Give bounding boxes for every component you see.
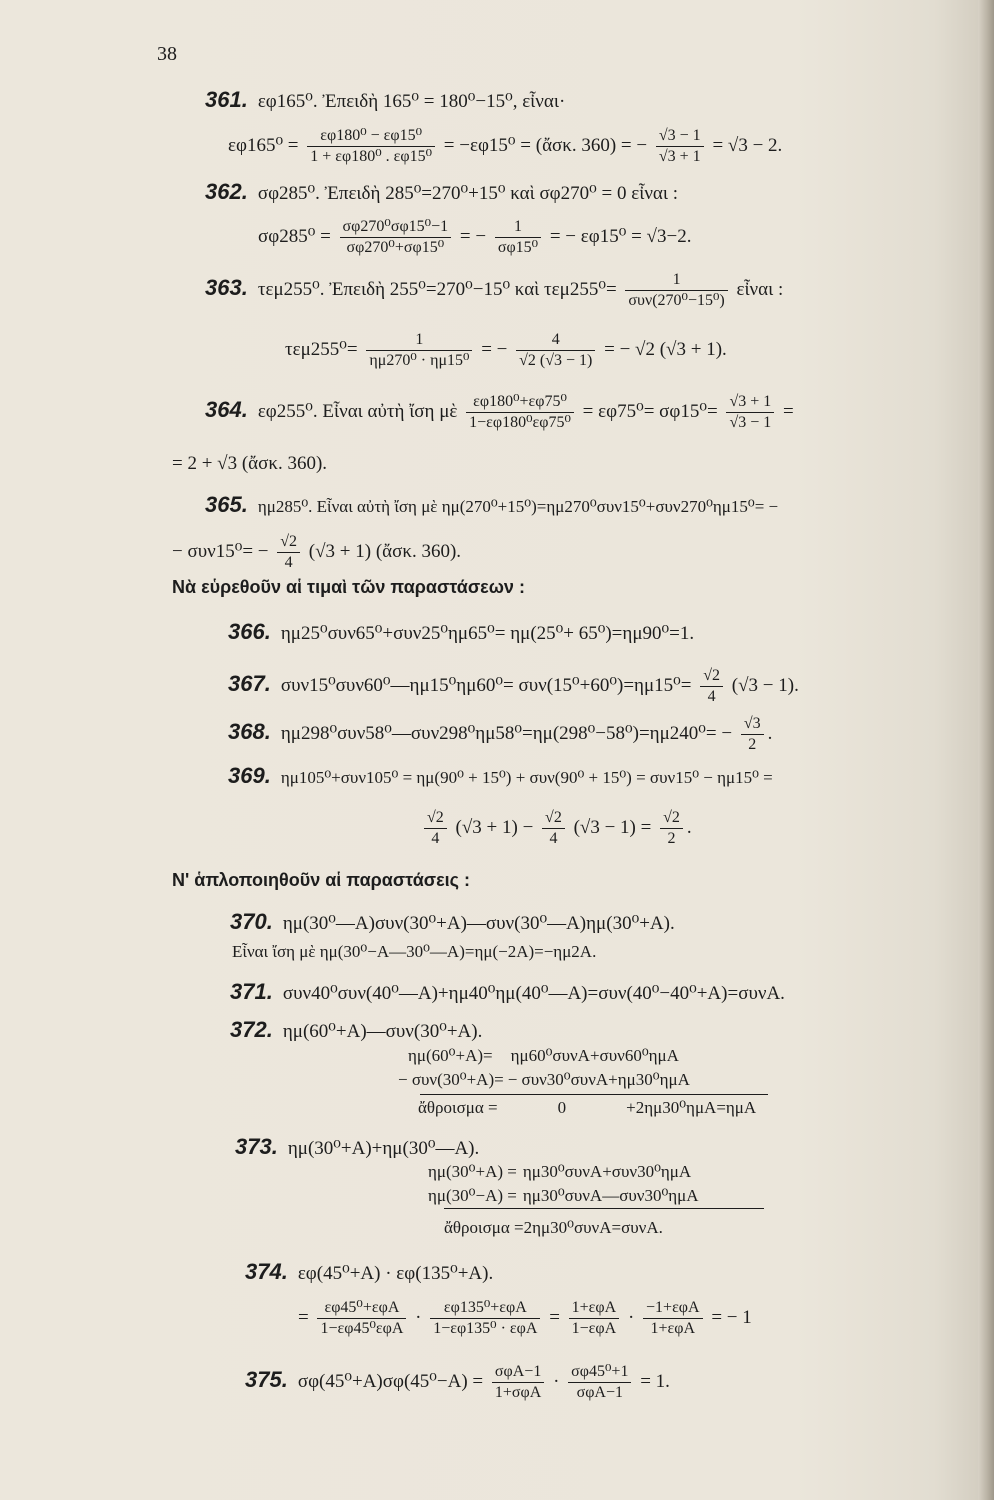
result: (√3 − 1). bbox=[731, 674, 799, 696]
result: = 1. bbox=[640, 1370, 670, 1392]
denominator: 1−εφ45⁰εφΑ bbox=[320, 1320, 404, 1337]
numerator: √2 bbox=[542, 808, 565, 829]
denominator: 4 bbox=[707, 688, 716, 705]
page-number: 38 bbox=[157, 43, 177, 65]
denominator: σφ270⁰+σφ15⁰ bbox=[346, 239, 445, 256]
row-value: − συν30⁰συνΑ+ημ30⁰ημΑ bbox=[507, 1070, 690, 1089]
numerator: εφ180⁰+εφ75⁰ bbox=[466, 392, 574, 413]
sum-result: 2ημ30⁰συνΑ=συνΑ. bbox=[523, 1218, 663, 1237]
exercise-362-derivation bbox=[258, 217, 691, 258]
denominator: 2 bbox=[748, 736, 757, 753]
section-heading-values: Νὰ εὑρεθοῦν αἱ τιμαὶ τῶν παραστάσεων : bbox=[172, 577, 525, 597]
exercise-370 bbox=[230, 910, 675, 936]
denominator: σφΑ−1 bbox=[576, 1384, 623, 1401]
denominator: 4 bbox=[284, 554, 293, 571]
exercise-number: 371. bbox=[230, 979, 273, 1004]
denominator: 1 + εφ180⁰ . εφ15⁰ bbox=[310, 148, 433, 165]
exercise-368 bbox=[228, 714, 772, 755]
result: (√3 + 1) (ἄσκ. 360). bbox=[308, 540, 462, 562]
exercise-number: 369. bbox=[228, 763, 271, 788]
exercise-number: 372. bbox=[230, 1017, 273, 1042]
denominator: σφ15⁰ bbox=[497, 239, 539, 256]
fraction bbox=[726, 392, 774, 433]
fraction bbox=[424, 808, 447, 849]
numerator: εφ135⁰+εφΑ bbox=[430, 1298, 540, 1319]
lhs: σφ285⁰ = bbox=[258, 225, 331, 247]
row-value: ημ30⁰συνΑ—συν30⁰ημΑ bbox=[522, 1186, 699, 1205]
fraction bbox=[492, 1362, 544, 1403]
numerator: √3 bbox=[741, 714, 764, 735]
fraction bbox=[430, 1298, 540, 1339]
lhs: τεμ255⁰= bbox=[285, 338, 358, 360]
result: = − 1 bbox=[711, 1306, 752, 1328]
exercise-statement: ημ105⁰+συν105⁰ = ημ(90⁰ + 15⁰) + συν(90⁰ + 15⁰) = συν15⁰ − ημ15⁰ = bbox=[280, 768, 773, 787]
lhs: = bbox=[298, 1306, 309, 1328]
fraction bbox=[277, 532, 300, 573]
exercise-statement: ημ(60⁰+Α)—συν(30⁰+Α). bbox=[282, 1021, 483, 1042]
exercise-373 bbox=[235, 1135, 479, 1161]
result: . bbox=[767, 722, 773, 744]
denominator: √3 + 1 bbox=[658, 148, 701, 165]
numerator: 4 bbox=[516, 330, 595, 351]
exercise-364-result: = 2 + √3 (ἄσκ. 360). bbox=[172, 453, 328, 474]
statement-end: = bbox=[783, 400, 794, 422]
denominator: 1−εφ135⁰ · εφΑ bbox=[433, 1320, 538, 1337]
exercise-361-derivation bbox=[228, 126, 782, 167]
denominator: 1+σφΑ bbox=[494, 1384, 542, 1401]
exercise-361 bbox=[205, 88, 565, 114]
denominator: 4 bbox=[431, 830, 440, 847]
exercise-369-derivation bbox=[420, 808, 692, 849]
exercise-statement: συν40⁰συν(40⁰—Α)+ημ40⁰ημ(40⁰—Α)=συν(40⁰−40⁰+Α)=συνΑ. bbox=[282, 983, 785, 1004]
fraction bbox=[741, 714, 764, 755]
result: = √3 − 2. bbox=[712, 134, 783, 156]
page-edge bbox=[978, 0, 994, 1500]
fraction bbox=[340, 217, 452, 258]
sum-label: ἄθροισμα = bbox=[418, 1098, 498, 1117]
exercise-number: 373. bbox=[235, 1134, 278, 1159]
fraction bbox=[495, 217, 541, 258]
exercise-statement: τεμ255⁰. Ἐπειδὴ 255⁰=270⁰−15⁰ καὶ τεμ255⁰= bbox=[257, 278, 617, 300]
numerator: εφ45⁰+εφΑ bbox=[317, 1298, 406, 1319]
exercise-374 bbox=[245, 1260, 493, 1286]
exercise-371 bbox=[230, 980, 785, 1006]
exercise-number: 374. bbox=[245, 1259, 288, 1284]
fraction bbox=[307, 126, 435, 167]
exercise-363 bbox=[205, 270, 783, 311]
numerator: 1 bbox=[625, 270, 727, 291]
exercise-365-derivation bbox=[172, 532, 461, 573]
exercise-375 bbox=[245, 1362, 670, 1403]
sum-label: ἄθροισμα = bbox=[444, 1218, 524, 1237]
operator: · bbox=[627, 1306, 635, 1328]
numerator: σφΑ−1 bbox=[492, 1362, 544, 1383]
denominator: 2 bbox=[667, 830, 676, 847]
numerator: −1+εφΑ bbox=[643, 1298, 703, 1319]
result: = − εφ15⁰ = √3−2. bbox=[549, 225, 692, 247]
row-value: ημ60⁰συνΑ+συν60⁰ημΑ bbox=[510, 1046, 679, 1065]
exercise-number: 362. bbox=[205, 179, 248, 204]
numerator: σφ270⁰σφ15⁰−1 bbox=[340, 217, 452, 238]
sum-value: 0 bbox=[557, 1098, 567, 1117]
row-label: − συν(30⁰+Α)= bbox=[398, 1070, 504, 1089]
row-label: ημ(30⁰+Α) = bbox=[428, 1162, 517, 1181]
exercise-statement: ημ25⁰συν65⁰+συν25⁰ημ65⁰= ημ(25⁰+ 65⁰)=ημ90⁰=1. bbox=[280, 623, 695, 644]
fraction bbox=[660, 808, 683, 849]
exercise-statement: ημ(30⁰—Α)συν(30⁰+Α)—συν(30⁰—Α)ημ(30⁰+Α). bbox=[282, 913, 675, 934]
row-value: ημ30⁰συνΑ+συν30⁰ημΑ bbox=[522, 1162, 692, 1181]
lhs: − συν15⁰= − bbox=[172, 540, 269, 562]
exercise-number: 363. bbox=[205, 274, 248, 300]
fraction bbox=[625, 270, 727, 311]
fraction bbox=[656, 126, 704, 167]
fraction bbox=[700, 666, 723, 707]
exercise-369 bbox=[228, 764, 773, 790]
fraction bbox=[317, 1298, 406, 1339]
middle-expression: = − bbox=[459, 225, 487, 247]
fraction bbox=[466, 392, 574, 433]
exercise-number: 368. bbox=[228, 718, 271, 744]
exercise-statement: συν15⁰συν60⁰—ημ15⁰ημ60⁰= συν(15⁰+60⁰)=ημ15⁰= bbox=[280, 674, 692, 696]
term: (√3 + 1) − bbox=[455, 816, 534, 838]
denominator: √3 − 1 bbox=[729, 414, 772, 431]
fraction bbox=[643, 1298, 703, 1339]
exercise-372-row1 bbox=[408, 1044, 679, 1068]
numerator: εφ180⁰ − εφ15⁰ bbox=[307, 126, 435, 147]
numerator: √2 bbox=[277, 532, 300, 553]
term: (√3 − 1) = bbox=[573, 816, 652, 838]
exercise-statement: εφ(45⁰+Α) · εφ(135⁰+Α). bbox=[297, 1263, 494, 1284]
exercise-statement: σφ(45⁰+Α)σφ(45⁰−Α) = bbox=[297, 1370, 484, 1392]
numerator: √3 + 1 bbox=[726, 392, 774, 413]
sum-rule bbox=[420, 1094, 768, 1095]
section-heading-simplify: Ν' ἁπλοποιηθοῦν αἱ παραστάσεις : bbox=[172, 870, 470, 890]
sum-result: +2ημ30⁰ημΑ=ημΑ bbox=[626, 1098, 757, 1117]
exercise-374-derivation bbox=[298, 1298, 752, 1339]
lhs: εφ165⁰ = bbox=[228, 134, 299, 156]
exercise-373-row1 bbox=[428, 1160, 691, 1184]
exercise-number: 365. bbox=[205, 492, 248, 517]
exercise-373-sum bbox=[444, 1216, 663, 1240]
exercise-number: 367. bbox=[228, 670, 271, 696]
sum-rule bbox=[444, 1208, 764, 1209]
exercise-372 bbox=[230, 1018, 482, 1044]
exercise-number: 364. bbox=[205, 396, 248, 422]
middle-expression: = εφ75⁰= σφ15⁰= bbox=[582, 400, 718, 422]
numerator: 1+εφΑ bbox=[569, 1298, 620, 1319]
numerator: σφ45⁰+1 bbox=[568, 1362, 631, 1383]
row-label: ημ(60⁰+Α)= bbox=[408, 1046, 493, 1065]
operator: = bbox=[549, 1306, 560, 1328]
fraction bbox=[516, 330, 595, 371]
denominator: συν(270⁰−15⁰) bbox=[628, 292, 725, 309]
exercise-number: 361. bbox=[205, 87, 248, 112]
result: . bbox=[686, 816, 692, 838]
exercise-number: 366. bbox=[228, 619, 271, 644]
exercise-number: 375. bbox=[245, 1366, 288, 1392]
denominator: √2 (√3 − 1) bbox=[519, 352, 593, 369]
fraction bbox=[542, 808, 565, 849]
fraction bbox=[366, 330, 472, 371]
exercise-number: 370. bbox=[230, 909, 273, 934]
exercise-363-derivation bbox=[285, 330, 727, 371]
exercise-370-result: Εἶναι ἴση μὲ ημ(30⁰−Α—30⁰—Α)=ημ(−2Α)=−ημ2Α. bbox=[232, 942, 597, 961]
middle-expression: = −εφ15⁰ = (ἄσκ. 360) = − bbox=[443, 134, 648, 156]
denominator: ημ270⁰ · ημ15⁰ bbox=[369, 352, 470, 369]
exercise-372-sum bbox=[418, 1096, 756, 1120]
exercise-373-row2 bbox=[428, 1184, 699, 1208]
exercise-statement: ημ285⁰. Εἶναι αὐτὴ ἴση μὲ ημ(270⁰+15⁰)=ημ270⁰συν15⁰+συν270⁰ημ15⁰= − bbox=[257, 497, 779, 516]
numerator: √3 − 1 bbox=[656, 126, 704, 147]
numerator: √2 bbox=[424, 808, 447, 829]
fraction bbox=[569, 1298, 620, 1339]
operator: · bbox=[415, 1306, 422, 1328]
exercise-statement: εφ255⁰. Εἶναι αὐτὴ ἴση μὲ bbox=[257, 400, 458, 422]
exercise-statement: σφ285⁰. Ἐπειδὴ 285⁰=270⁰+15⁰ καὶ σφ270⁰ = 0 εἶναι : bbox=[257, 183, 679, 204]
exercise-372-row2 bbox=[398, 1068, 690, 1092]
row-label: ημ(30⁰−Α) = bbox=[428, 1186, 517, 1205]
operator: · bbox=[553, 1370, 560, 1392]
numerator: 1 bbox=[366, 330, 472, 351]
denominator: 1−εφΑ bbox=[571, 1320, 617, 1337]
result: = − √2 (√3 + 1). bbox=[604, 338, 727, 360]
denominator: 1+εφΑ bbox=[650, 1320, 696, 1337]
exercise-367 bbox=[228, 666, 799, 707]
numerator: √2 bbox=[660, 808, 683, 829]
exercise-362 bbox=[205, 180, 678, 206]
statement-end: εἶναι : bbox=[736, 278, 784, 300]
exercise-366 bbox=[228, 620, 694, 646]
denominator: 1−εφ180⁰εφ75⁰ bbox=[469, 414, 571, 431]
middle-expression: = − bbox=[481, 338, 508, 360]
exercise-365 bbox=[205, 493, 778, 519]
numerator: √2 bbox=[700, 666, 723, 687]
exercise-statement: εφ165⁰. Ἐπειδὴ 165⁰ = 180⁰−15⁰, εἶναι· bbox=[257, 91, 566, 112]
exercise-statement: ημ(30⁰+Α)+ημ(30⁰—Α). bbox=[287, 1138, 480, 1159]
denominator: 4 bbox=[549, 830, 558, 847]
numerator: 1 bbox=[495, 217, 541, 238]
exercise-364 bbox=[205, 392, 794, 433]
exercise-statement: ημ298⁰συν58⁰—συν298⁰ημ58⁰=ημ(298⁰−58⁰)=ημ240⁰= − bbox=[280, 722, 733, 744]
fraction bbox=[568, 1362, 631, 1403]
